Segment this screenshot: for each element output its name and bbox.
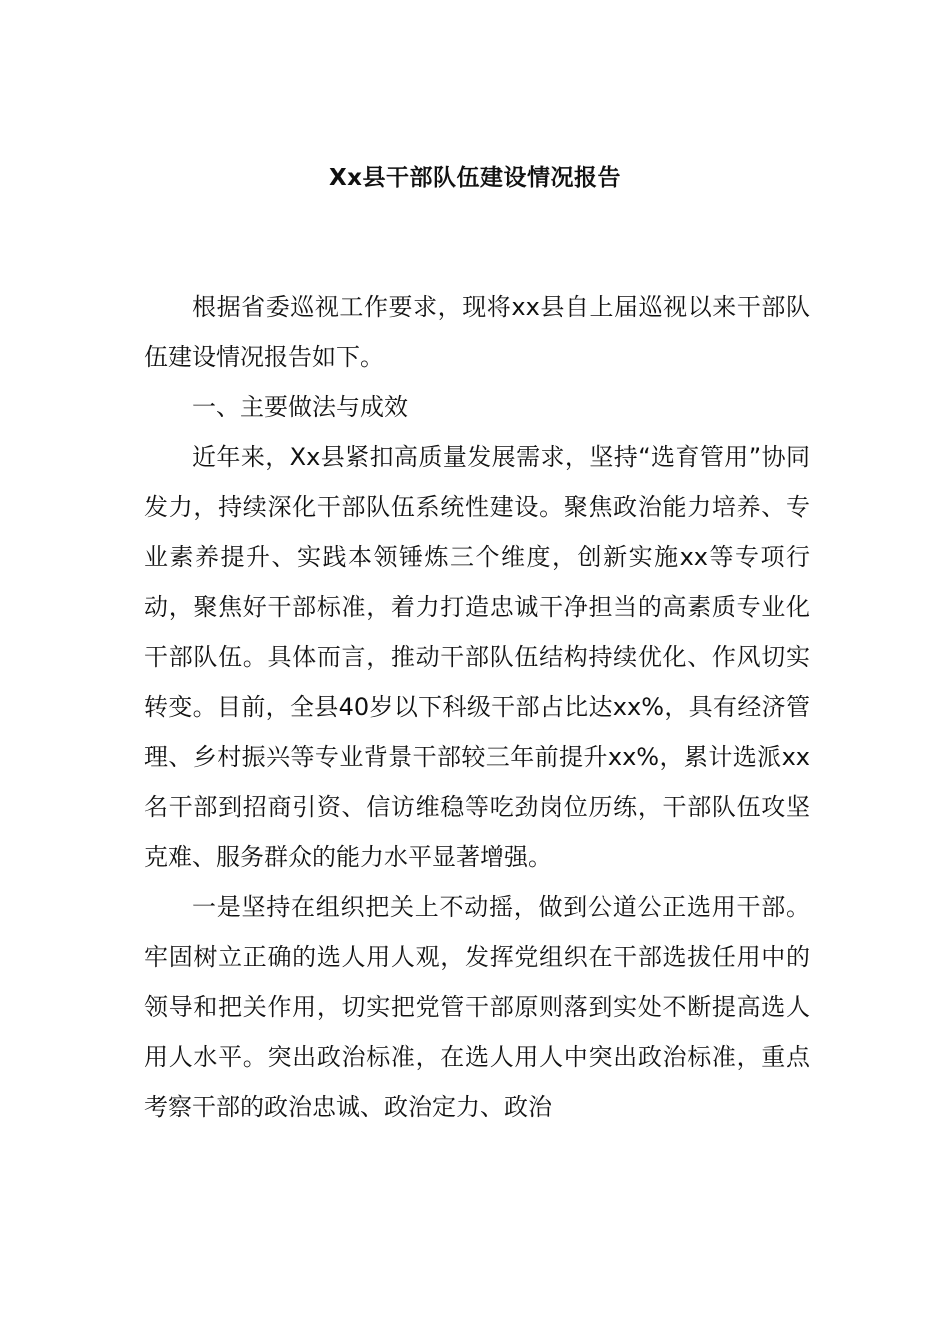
- document-body: [144, 282, 810, 1132]
- section-heading: 一、主要做法与成效: [192, 393, 408, 421]
- document-title: Xx县干部队伍建设情况报告: [328, 165, 622, 191]
- paragraph-organization: 一是坚持在组织把关上不动摇，做到公道公正选用干部。牢固树立正确的选人用人观，发挥党组织在干部选拔任用中的领导和把关作用，切实把党管干部原则落到实处不断提高选人用人水平。突出政治标准，在选人用人中突出政治标准，重点考察干部的政治忠诚、政治定力、政治: [144, 893, 810, 1121]
- paragraph-intro: 根据省委巡视工作要求，现将xx县自上届巡视以来干部队伍建设情况报告如下。: [144, 293, 810, 371]
- paragraph-achievements: 近年来，Xx县紧扣高质量发展需求，坚持“选育管用”协同发力，持续深化干部队伍系统性建设。聚焦政治能力培养、专业素养提升、实践本领锤炼三个维度，创新实施xx等专项行动，聚焦好干部标准，着力打造忠诚干净担当的高素质专业化干部队伍。具体而言，推动干部队伍结构持续优化、作风切实转变。目前，全县40岁以下科级干部占比达xx%，具有经济管理、乡村振兴等专业背景干部较三年前提升xx%，累计选派xx名干部到招商引资、信访维稳等吃劲岗位历练，干部队伍攻坚克难、服务群众的能力水平显著增强。: [144, 443, 810, 871]
